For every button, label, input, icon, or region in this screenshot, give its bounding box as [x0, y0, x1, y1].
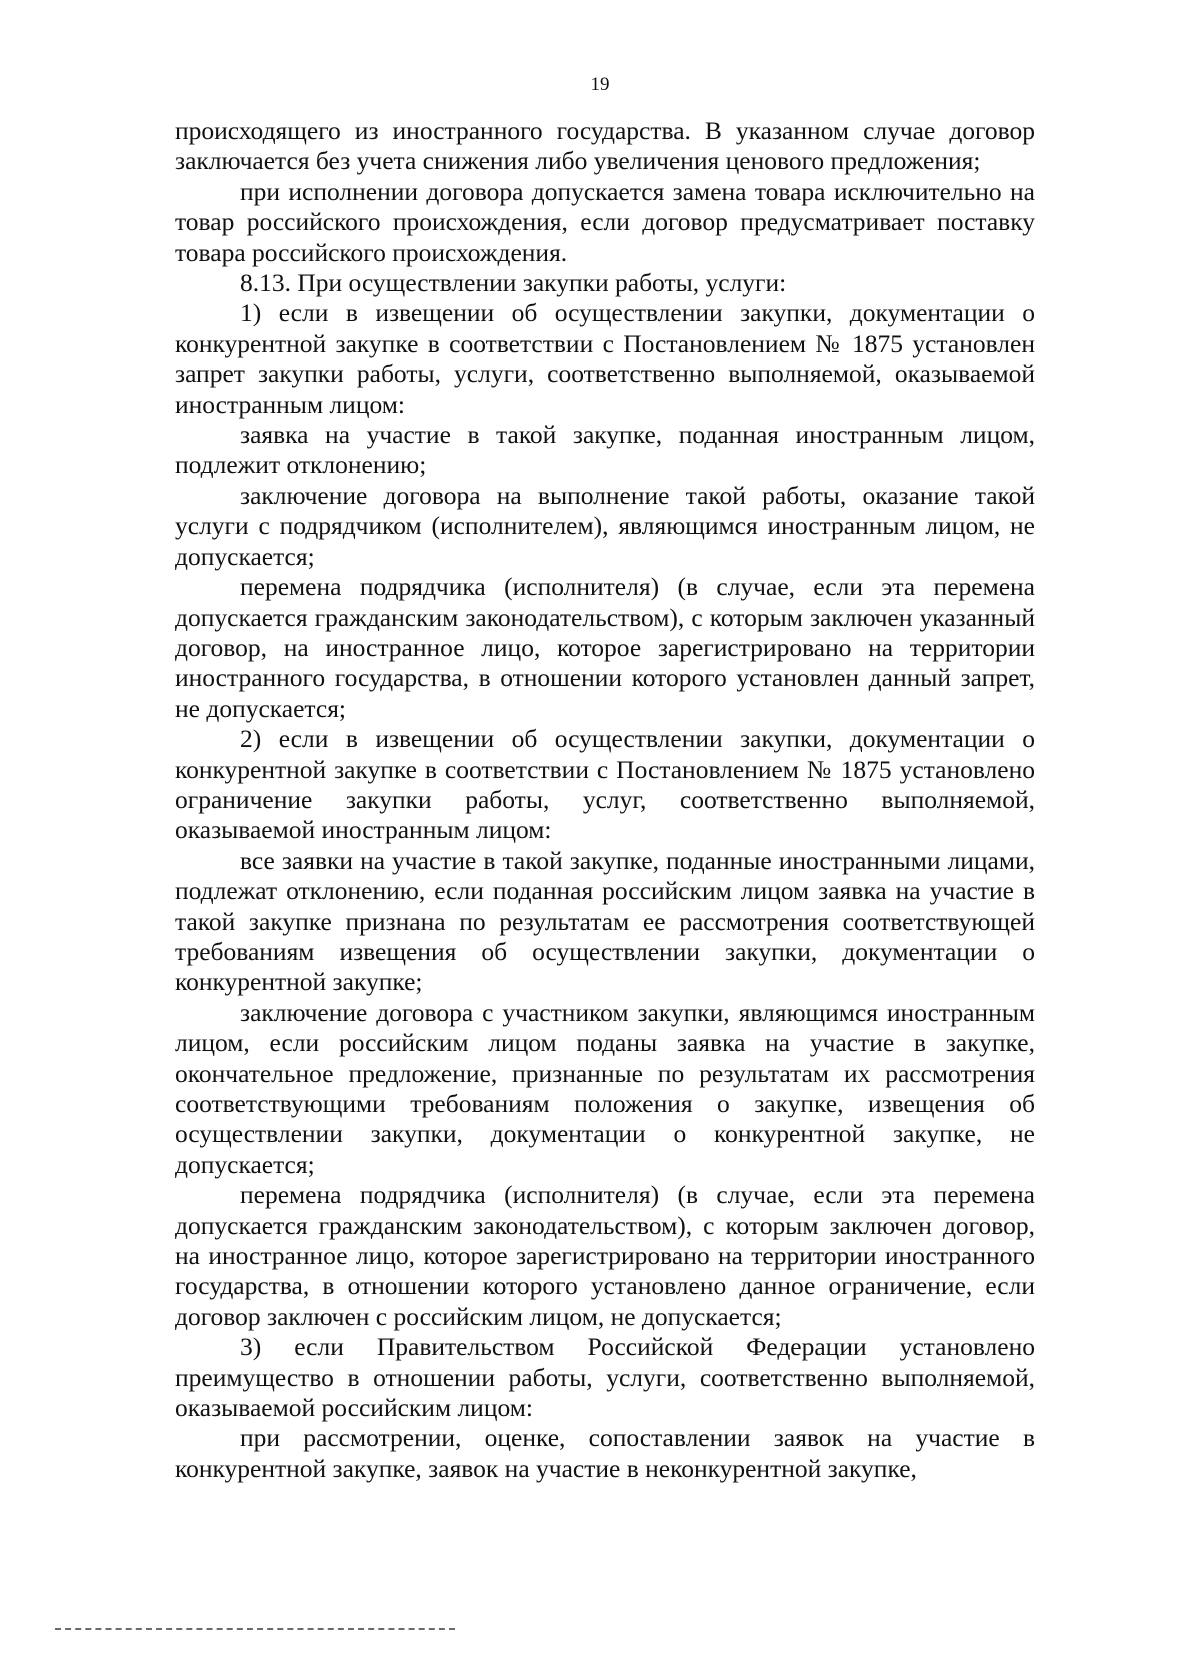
paragraph: при исполнении договора допускается замена товара исключительно на товар российского происхождения, если договор предусматривает поставку товара российского происхождения. — [175, 176, 1035, 267]
paragraph: перемена подрядчика (исполнителя) (в случае, если эта перемена допускается гражданским законодательством), с которым заключен указанный договор, на иностранное лицо, которое зарегистрировано на территории иностранного государства, в отношении которого установлен данный запрет, не допускается; — [175, 572, 1035, 723]
list-item: 3) если Правительством Российской Федерации установлено преимущество в отношении работы, услуги, соответственно выполняемой, оказываемой российским лицом: — [175, 1332, 1035, 1423]
paragraph: перемена подрядчика (исполнителя) (в случае, если эта перемена допускается гражданским законодательством), с которым заключен договор, на иностранное лицо, которое зарегистрировано на территории иностранного государства, в отношении которого установлено данное ограничение, если договор заключен с российским лицом, не допускается; — [175, 1180, 1035, 1331]
paragraph: при рассмотрении, оценке, сопоставлении заявок на участие в конкурентной закупке, заявок на участие в неконкурентной закупке, — [175, 1423, 1035, 1483]
list-item: 2) если в извещении об осуществлении закупки, документации о конкурентной закупке в соответствии с Постановлением № 1875 установлено ограничение закупки работы, услуг, соответственно выполняемой, оказываемой иностранным лицом: — [175, 724, 1035, 845]
paragraph: происходящего из иностранного государства. В указанном случае договор заключается без учета снижения либо увеличения ценового предложения; — [175, 116, 1035, 176]
section-heading: 8.13. При осуществлении закупки работы, услуги: — [240, 268, 787, 298]
list-item: 1) если в извещении об осуществлении закупки, документации о конкурентной закупке в соответствии с Постановлением № 1875 установлен запрет закупки работы, услуги, соответственно выполняемой, оказываемой иностранным лицом: — [175, 298, 1035, 419]
scan-artifact-line — [55, 1628, 455, 1630]
page-number: 19 — [590, 74, 610, 95]
paragraph: заключение договора на выполнение такой работы, оказание такой услуги с подрядчиком (исполнителем), являющимся иностранным лицом, не допускается; — [175, 480, 1035, 571]
paragraph: все заявки на участие в такой закупке, поданные иностранными лицами, подлежат отклонению, если поданная российским лицом заявка на участие в такой закупке признана по результатам ее рассмотрения соответствующей требованиям извещения об осуществлении закупки, документации о конкурентной закупке; — [175, 845, 1035, 997]
body-text — [175, 116, 1035, 1484]
paragraph: заявка на участие в такой закупке, поданная иностранным лицом, подлежит отклонению; — [175, 420, 1035, 480]
paragraph: заключение договора с участником закупки, являющимся иностранным лицом, если российским лицом поданы заявка на участие в закупке, окончательное предложение, признанные по результатам их рассмотрения соответствующими требованиям положения о закупке, извещения об осуществлении закупки, документации о конкурентной закупке, не допускается; — [175, 997, 1035, 1179]
